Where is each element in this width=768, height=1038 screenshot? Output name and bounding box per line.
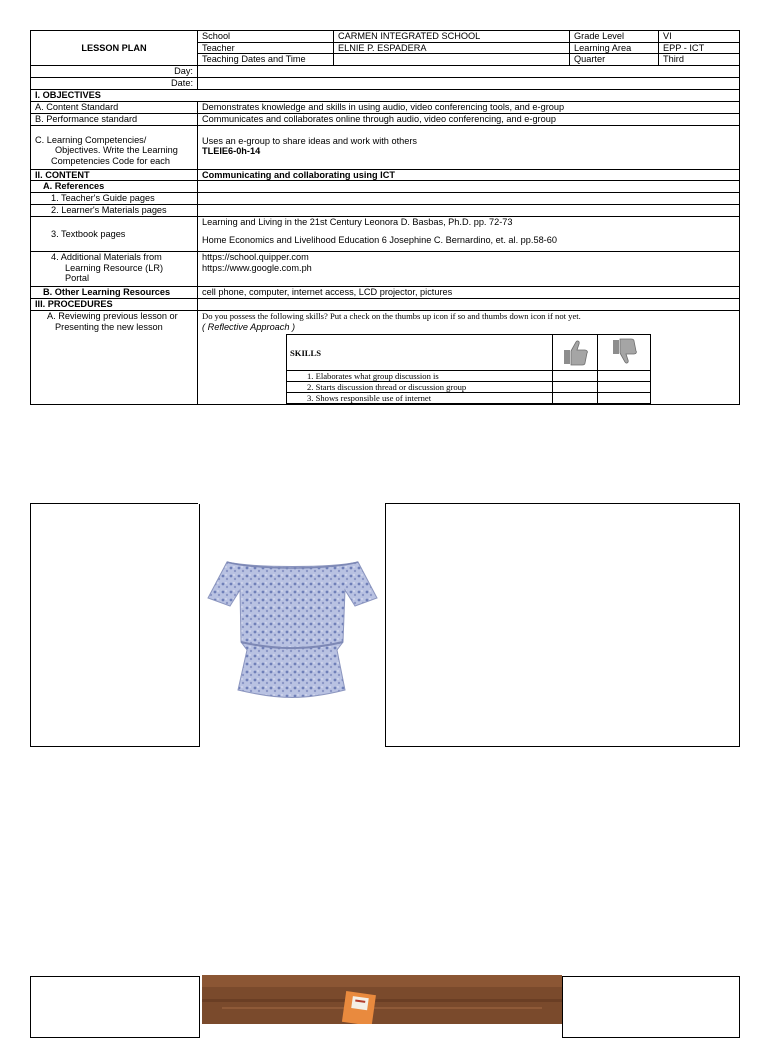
textbook-label: 3. Textbook pages: [31, 216, 198, 251]
teachers-guide-label: 1. Teacher's Guide pages: [31, 192, 198, 204]
skill-down-check[interactable]: [598, 382, 651, 393]
review-label-line-1: A. Reviewing previous lesson or: [47, 310, 178, 321]
textbook-2: Home Economics and Livelihood Education 6 Josephine C. Bernardino, et. al. pp.58-60: [202, 234, 557, 245]
area-value: EPP - ICT: [659, 42, 740, 54]
additional-link-2: https://www.google.com.ph: [202, 262, 312, 273]
school-value: CARMEN INTEGRATED SCHOOL: [334, 31, 570, 43]
review-label: [31, 310, 198, 404]
dates-value: [334, 54, 570, 66]
learners-materials-label: 2. Learner's Materials pages: [31, 204, 198, 216]
picture-frame-top-line: [198, 503, 385, 504]
textbook-1: Learning and Living in the 21st Century Leonora D. Basbas, Ph.D. pp. 72-73: [202, 216, 513, 227]
desk-photo: [202, 975, 562, 1024]
grade-label: Grade Level: [570, 31, 659, 43]
procedures-heading-blank: [198, 298, 740, 310]
additional-link-1: https://school.quipper.com: [202, 251, 309, 262]
picture-frame-left: [30, 503, 200, 747]
photo-frame-right: [562, 976, 740, 1038]
competencies-label: [31, 125, 198, 169]
content-heading: II. CONTENT: [31, 169, 198, 181]
competencies-label-line-1: C. Learning Competencies/: [35, 134, 147, 145]
blouse-image: [205, 550, 380, 710]
teachers-guide-value: [198, 192, 740, 204]
day-label: Day:: [31, 66, 198, 78]
reflective-approach: ( Reflective Approach ): [202, 321, 296, 332]
skill-up-check[interactable]: [553, 382, 598, 393]
photo-frame-left: [30, 976, 200, 1038]
picture-frame-right: [385, 503, 740, 747]
additional-label-line-2: Learning Resource (LR): [65, 262, 164, 273]
additional-materials-cell: [198, 251, 740, 286]
textbook-value-cell: [198, 216, 740, 251]
skills-question: Do you possess the following skills? Put a check on the thumbs up icon if so and thumbs down icon if not yet.: [202, 310, 581, 321]
skills-header: SKILLS: [287, 335, 553, 371]
competencies-label-line-2: Objectives. Write the Learning: [55, 145, 178, 156]
content-standard-value: Demonstrates knowledge and skills in using audio, video conferencing tools, and e-group: [198, 101, 740, 113]
date-value: [198, 78, 740, 90]
skill-item: 1. Elaborates what group discussion is: [287, 371, 553, 382]
learners-materials-value: [198, 204, 740, 216]
area-label: Learning Area: [570, 42, 659, 54]
quarter-value: Third: [659, 54, 740, 66]
thumbs-up-cell[interactable]: [553, 335, 598, 371]
teacher-value: ELNIE P. ESPADERA: [334, 42, 570, 54]
thumbs-up-icon[interactable]: [560, 338, 590, 366]
grade-value: VI: [659, 31, 740, 43]
performance-standard-label: B. Performance standard: [31, 113, 198, 125]
additional-label-line-1: 4. Additional Materials from: [51, 251, 162, 262]
skill-up-check[interactable]: [553, 371, 598, 382]
performance-standard-value: Communicates and collaborates online through audio, video conferencing, and e-group: [198, 113, 740, 125]
skill-item: 2. Starts discussion thread or discussion group: [287, 382, 553, 393]
skill-down-check[interactable]: [598, 371, 651, 382]
competencies-label-line-3: Competencies Code for each: [51, 155, 170, 166]
skill-up-check[interactable]: [553, 393, 598, 404]
skill-down-check[interactable]: [598, 393, 651, 404]
thumbs-down-cell[interactable]: [598, 335, 651, 371]
skill-item: 3. Shows responsible use of internet: [287, 393, 553, 404]
content-standard-label: A. Content Standard: [31, 101, 198, 113]
other-resources-value: cell phone, computer, internet access, LCD projector, pictures: [198, 286, 740, 298]
day-value: [198, 66, 740, 78]
school-label: School: [198, 31, 334, 43]
competencies-value-cell: [198, 125, 740, 169]
thumbs-down-icon[interactable]: [609, 338, 639, 366]
references-value: [198, 181, 740, 193]
procedures-heading: III. PROCEDURES: [31, 298, 198, 310]
objectives-heading: I. OBJECTIVES: [31, 90, 740, 102]
competencies-code: TLEIE6-0h-14: [202, 146, 261, 157]
other-resources-label: B. Other Learning Resources: [31, 286, 198, 298]
skills-table: [286, 334, 651, 404]
additional-label-line-3: Portal: [65, 273, 90, 284]
review-label-line-2: Presenting the new lesson: [55, 321, 163, 332]
lesson-plan-title: LESSON PLAN: [31, 31, 198, 66]
dates-label: Teaching Dates and Time: [198, 54, 334, 66]
quarter-label: Quarter: [570, 54, 659, 66]
competencies-value: Uses an e-group to share ideas and work with others: [202, 135, 418, 146]
teacher-label: Teacher: [198, 42, 334, 54]
additional-materials-label: [31, 251, 198, 286]
date-label: Date:: [31, 78, 198, 90]
content-value: Communicating and collaborating using ICT: [198, 169, 740, 181]
references-label: A. References: [31, 181, 198, 193]
